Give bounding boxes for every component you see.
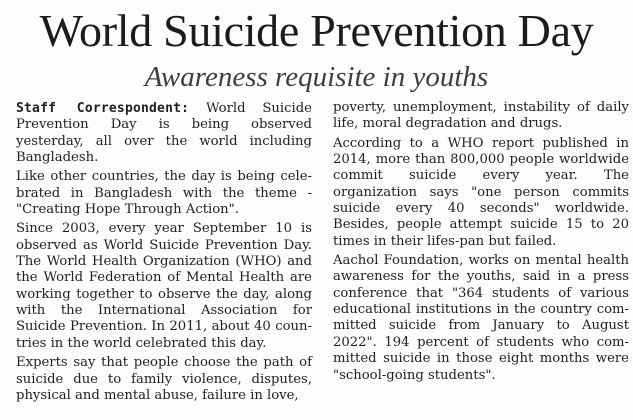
lead-paragraph bbox=[16, 101, 312, 166]
body-paragraph: Like other countries, the day is being cele-brated in Bangladesh with the theme - "Creating Hope Through Action". bbox=[16, 169, 312, 218]
lead-text: World Suicide Prevention Day is being observed yesterday, all over the world including Bangladesh. bbox=[16, 101, 312, 166]
article-column-right bbox=[333, 100, 629, 387]
body-paragraph: Aachol Foundation, works on mental health awareness for the youths, said in a press conference that "364 students of various educational institutions in the country com-mitted suicide from January to August 2022". 194 percent of students who com-mitted suicide in those eight months were "school-going students". bbox=[333, 253, 629, 383]
body-paragraph: poverty, unemployment, instability of daily life, moral degradation and drugs. bbox=[333, 100, 629, 132]
article-column-left bbox=[16, 101, 312, 407]
body-paragraph: According to a WHO report published in 2014, more than 800,000 people worldwide commit suicide every year. The organization says "one person commits suicide every 40 seconds" worldwide. Besides, people attempt suicide 15 to 20 times in their lifes-pan but failed. bbox=[333, 135, 629, 249]
headline: World Suicide Prevention Day bbox=[39, 5, 594, 56]
byline: Staff Correspondent: bbox=[16, 101, 190, 116]
subheadline: Awareness requisite in youths bbox=[144, 61, 489, 93]
body-paragraph: Since 2003, every year September 10 is observed as World Suicide Prevention Day. The World Health Organization (WHO) and the World Federation of Mental Health are working together to observe the day, along with the International Association for Suicide Prevention. In 2011, about 40 coun-tries in the world celebrated this day. bbox=[16, 221, 312, 351]
body-paragraph: Experts say that people choose the path of suicide due to family violence, disputes, physical and mental abuse, failure in love, bbox=[16, 355, 312, 403]
